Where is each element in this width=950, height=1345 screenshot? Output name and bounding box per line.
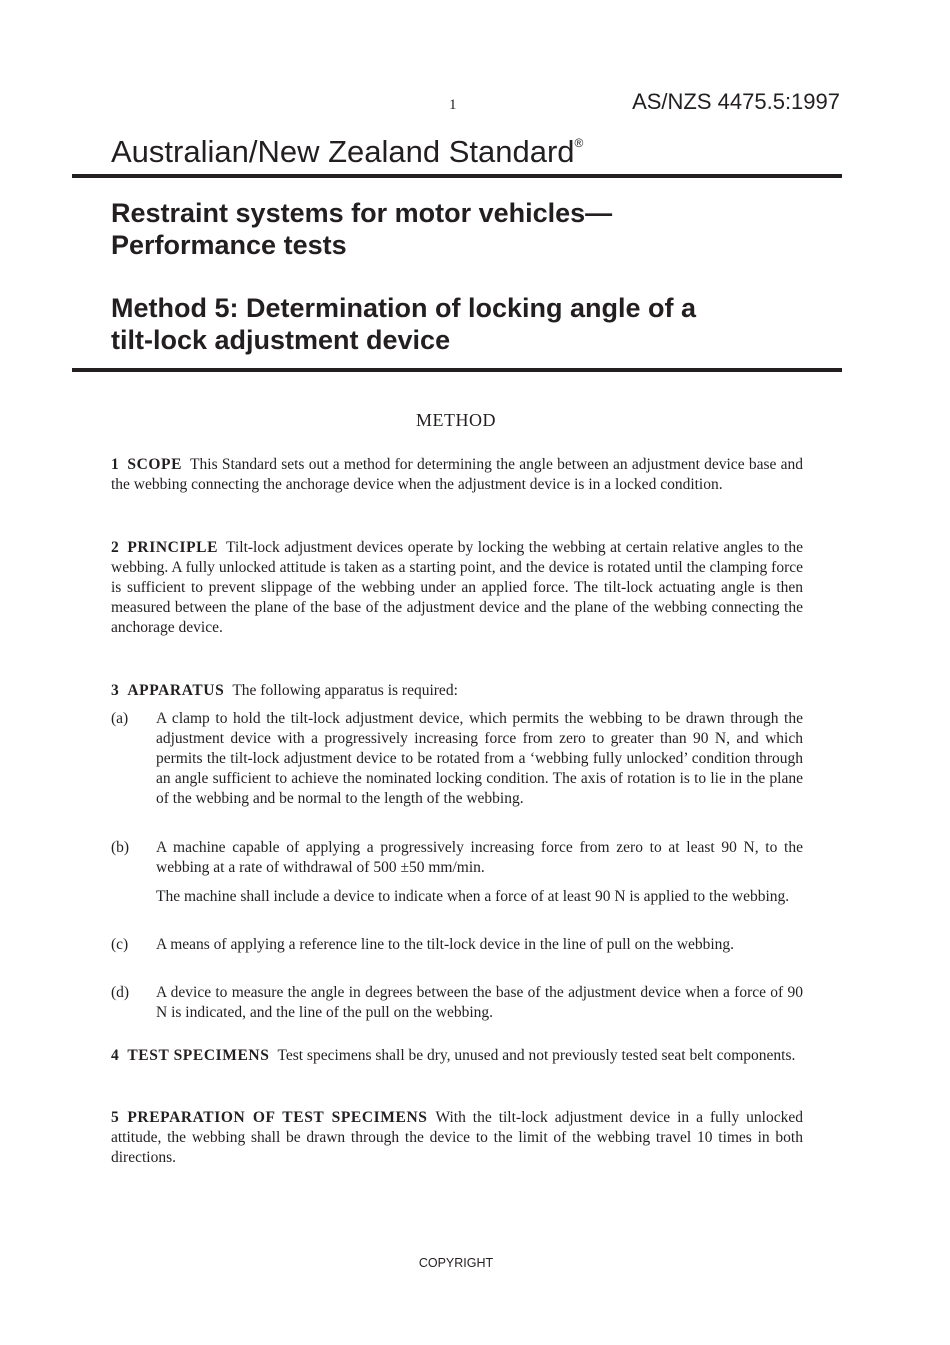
list-item-text: A means of applying a reference line to the tilt-lock device in the line of pull on the webbing. bbox=[156, 936, 735, 953]
apparatus-item-c bbox=[111, 935, 803, 955]
copyright-footer: COPYRIGHT bbox=[418, 1256, 494, 1270]
top-rule bbox=[72, 174, 842, 178]
standard-title-text: Australian/New Zealand Standard bbox=[111, 134, 575, 169]
title-line-1: Restraint systems for motor vehicles— bbox=[111, 198, 613, 228]
list-item-text: A clamp to hold the tilt-lock adjustment device, which permits the webbing to be drawn through the adjustment device with a progressively increasing force from zero to greater than 90 N, and which permits the tilt-lock adjustment device to be rotated from a ‘webbing fully unlocked’ condition through an angle sufficient to achieve the nominated locking condition. The axis of rotation is to lie in the plane of the webbing and be normal to the length of the webbing. bbox=[156, 710, 803, 807]
method-title-line-1: Method 5: Determination of locking angle of a bbox=[111, 293, 697, 323]
clause-scope bbox=[111, 455, 803, 495]
clause-number: 5 bbox=[111, 1109, 120, 1126]
list-marker: (c) bbox=[111, 936, 129, 953]
clause-heading: APPARATUS bbox=[127, 682, 225, 699]
bottom-rule bbox=[72, 368, 842, 372]
clause-heading: TEST SPECIMENS bbox=[127, 1047, 270, 1064]
apparatus-item-d bbox=[111, 983, 803, 1023]
list-marker: (d) bbox=[111, 984, 130, 1001]
clause-text: With the tilt-lock adjustment device in a fully unlocked attitude, the webbing shall be drawn through the device to the limit of the webbing travel 10 times in both directions. bbox=[111, 1109, 803, 1166]
title-line-2: Performance tests bbox=[111, 230, 347, 260]
section-label: METHOD bbox=[416, 410, 496, 430]
clause-principle bbox=[111, 538, 803, 638]
list-marker: (b) bbox=[111, 839, 130, 856]
clause-text: Tilt-lock adjustment devices operate by locking the webbing at certain relative angles to the webbing. A fully unlocked attitude is taken as a starting point, and the device is rotated until the clamping force is sufficient to prevent slippage of the webbing under an applied force. The tilt-lock actuating angle is then measured between the plane of the base of the adjustment device and the plane of the webbing connecting the anchorage device. bbox=[111, 539, 803, 636]
clause-heading: SCOPE bbox=[127, 456, 183, 473]
clause-number: 1 bbox=[111, 456, 120, 473]
standard-title bbox=[111, 134, 583, 170]
list-item-note: The machine shall include a device to indicate when a force of at least 90 N is applied to the webbing. bbox=[156, 888, 790, 905]
list-marker: (a) bbox=[111, 710, 129, 727]
clause-number: 4 bbox=[111, 1047, 120, 1064]
clause-apparatus bbox=[111, 681, 803, 701]
registered-mark: ® bbox=[574, 136, 584, 150]
clause-number: 3 bbox=[111, 682, 120, 699]
clause-preparation bbox=[111, 1108, 803, 1168]
clause-heading: PRINCIPLE bbox=[127, 539, 219, 556]
clause-text: Test specimens shall be dry, unused and not previously tested seat belt components. bbox=[277, 1047, 796, 1064]
apparatus-item-a bbox=[111, 709, 803, 809]
document-title bbox=[111, 197, 811, 261]
page-number: 1 bbox=[449, 97, 457, 113]
clause-text: This Standard sets out a method for determining the angle between an adjustment device base and the webbing connecting the anchorage device when the adjustment device is in a locked condition. bbox=[111, 456, 803, 493]
list-item-text: A device to measure the angle in degrees between the base of the adjustment device when a force of 90 N is indicated, and the line of the pull on the webbing. bbox=[156, 984, 803, 1021]
method-title bbox=[111, 292, 811, 356]
method-title-line-2: tilt-lock adjustment device bbox=[111, 325, 451, 355]
standard-number: AS/NZS 4475.5:1997 bbox=[632, 89, 840, 114]
clause-test-specimens bbox=[111, 1046, 803, 1066]
list-item-text: A machine capable of applying a progressively increasing force from zero to at least 90 N, to the webbing at a rate of withdrawal of 500 ±50 mm/min. bbox=[156, 839, 803, 876]
clause-heading: PREPARATION OF TEST SPECIMENS bbox=[127, 1109, 428, 1126]
clause-number: 2 bbox=[111, 539, 120, 556]
clause-text: The following apparatus is required: bbox=[232, 682, 458, 699]
apparatus-item-b bbox=[111, 838, 803, 907]
